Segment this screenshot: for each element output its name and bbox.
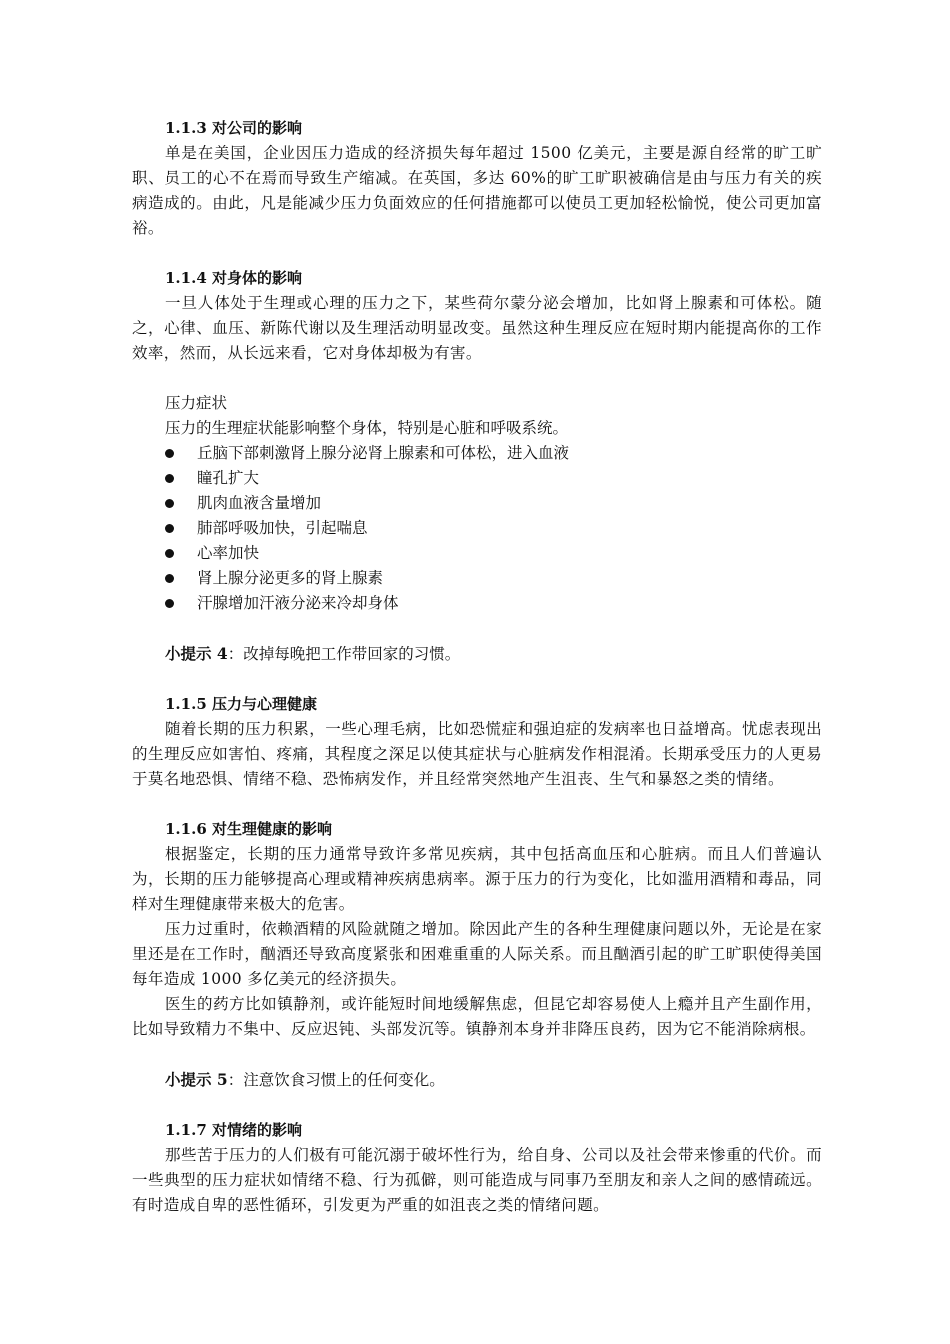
paragraph: 压力过重时，依赖酒精的风险就随之增加。除因此产生的各种生理健康问题以外，无论是在家里还是在工作时，酗酒还导致高度紧张和困难重重的人际关系。而且酗酒引起的旷工旷职使得美国每年造成 1000 多亿美元的经济损失。 (132, 920, 822, 988)
tip-label: 小提示 5 (165, 1070, 228, 1089)
bullet-icon (165, 474, 174, 483)
list-item: 心率加快 (165, 541, 822, 566)
section-heading: 1.1.6 对生理健康的影响 (165, 820, 332, 838)
section-1-1-6 (132, 817, 822, 1042)
stress-symptoms (132, 391, 822, 616)
section-1-1-5 (132, 692, 822, 792)
section-heading: 1.1.5 压力与心理健康 (165, 695, 317, 713)
section-heading: 1.1.7 对情绪的影响 (165, 1121, 302, 1139)
section-heading: 1.1.3 对公司的影响 (165, 119, 302, 137)
list-item: 丘脑下部刺激肾上腺分泌肾上腺素和可体松，进入血液 (165, 441, 822, 466)
paragraph: 一旦人体处于生理或心理的压力之下，某些荷尔蒙分泌会增加，比如肾上腺素和可体松。随之，心律、血压、新陈代谢以及生理活动明显改变。虽然这种生理反应在短时期内能提高你的工作效率，然而，从长远来看，它对身体却极为有害。 (132, 294, 822, 362)
bullet-icon (165, 499, 174, 508)
section-1-1-4 (132, 266, 822, 366)
tip-4 (132, 641, 822, 667)
bullet-icon (165, 599, 174, 608)
section-heading: 1.1.4 对身体的影响 (165, 269, 302, 287)
list-item: 肺部呼吸加快，引起喘息 (165, 516, 822, 541)
section-1-1-3 (132, 116, 822, 241)
list-item: 肾上腺分泌更多的肾上腺素 (165, 566, 822, 591)
bullet-icon (165, 449, 174, 458)
bullet-icon (165, 524, 174, 533)
bullet-icon (165, 549, 174, 558)
tip-text: ：注意饮食习惯上的任何变化。 (227, 1071, 445, 1089)
paragraph: 单是在美国，企业因压力造成的经济损失每年超过 1500 亿美元，主要是源自经常的旷工旷职、员工的心不在焉而导致生产缩减。在英国，多达 60%的旷工旷职被确信是由与压力有关的疾病造成的。由此，凡是能减少压力负面效应的任何措施都可以使员工更加轻松愉悦，使公司更加富裕。 (132, 144, 822, 237)
paragraph: 随着长期的压力积累，一些心理毛病，比如恐慌症和强迫症的发病率也日益增高。忧虑表现出的生理反应如害怕、疼痛，其程度之深足以使其症状与心脏病发作相混淆。长期承受压力的人更易于莫名地恐惧、情绪不稳、恐怖病发作，并且经常突然地产生沮丧、生气和暴怒之类的情绪。 (132, 720, 822, 788)
symptoms-title: 压力症状 (165, 394, 228, 412)
tip-text: ：改掉每晚把工作带回家的习惯。 (227, 645, 461, 663)
paragraph: 那些苦于压力的人们极有可能沉溺于破坏性行为，给自身、公司以及社会带来惨重的代价。而一些典型的压力症状如情绪不稳、行为孤僻，则可能造成与同事乃至朋友和亲人之间的感情疏远。有时造成自卑的恶性循环，引发更为严重的如沮丧之类的情绪问题。 (132, 1146, 822, 1214)
tip-5 (132, 1067, 822, 1093)
list-item: 肌肉血液含量增加 (165, 491, 822, 516)
list-item: 瞳孔扩大 (165, 466, 822, 491)
paragraph: 根据鉴定，长期的压力通常导致许多常见疾病，其中包括高血压和心脏病。而且人们普遍认为，长期的压力能够提高心理或精神疾病患病率。源于压力的行为变化，比如滥用酒精和毒品，同样对生理健康带来极大的危害。 (132, 845, 822, 913)
list-item: 汗腺增加汗液分泌来冷却身体 (165, 591, 822, 616)
tip-label: 小提示 4 (165, 644, 228, 663)
paragraph: 医生的药方比如镇静剂，或许能短时间地缓解焦虑，但昆它却容易使人上瘾并且产生副作用，比如导致精力不集中、反应迟钝、头部发沉等。镇静剂本身并非降压良药，因为它不能消除病根。 (132, 995, 822, 1038)
section-1-1-7 (132, 1118, 822, 1218)
symptoms-intro: 压力的生理症状能影响整个身体，特别是心脏和呼吸系统。 (165, 419, 569, 437)
bullet-icon (165, 574, 174, 583)
symptoms-list (132, 441, 822, 616)
